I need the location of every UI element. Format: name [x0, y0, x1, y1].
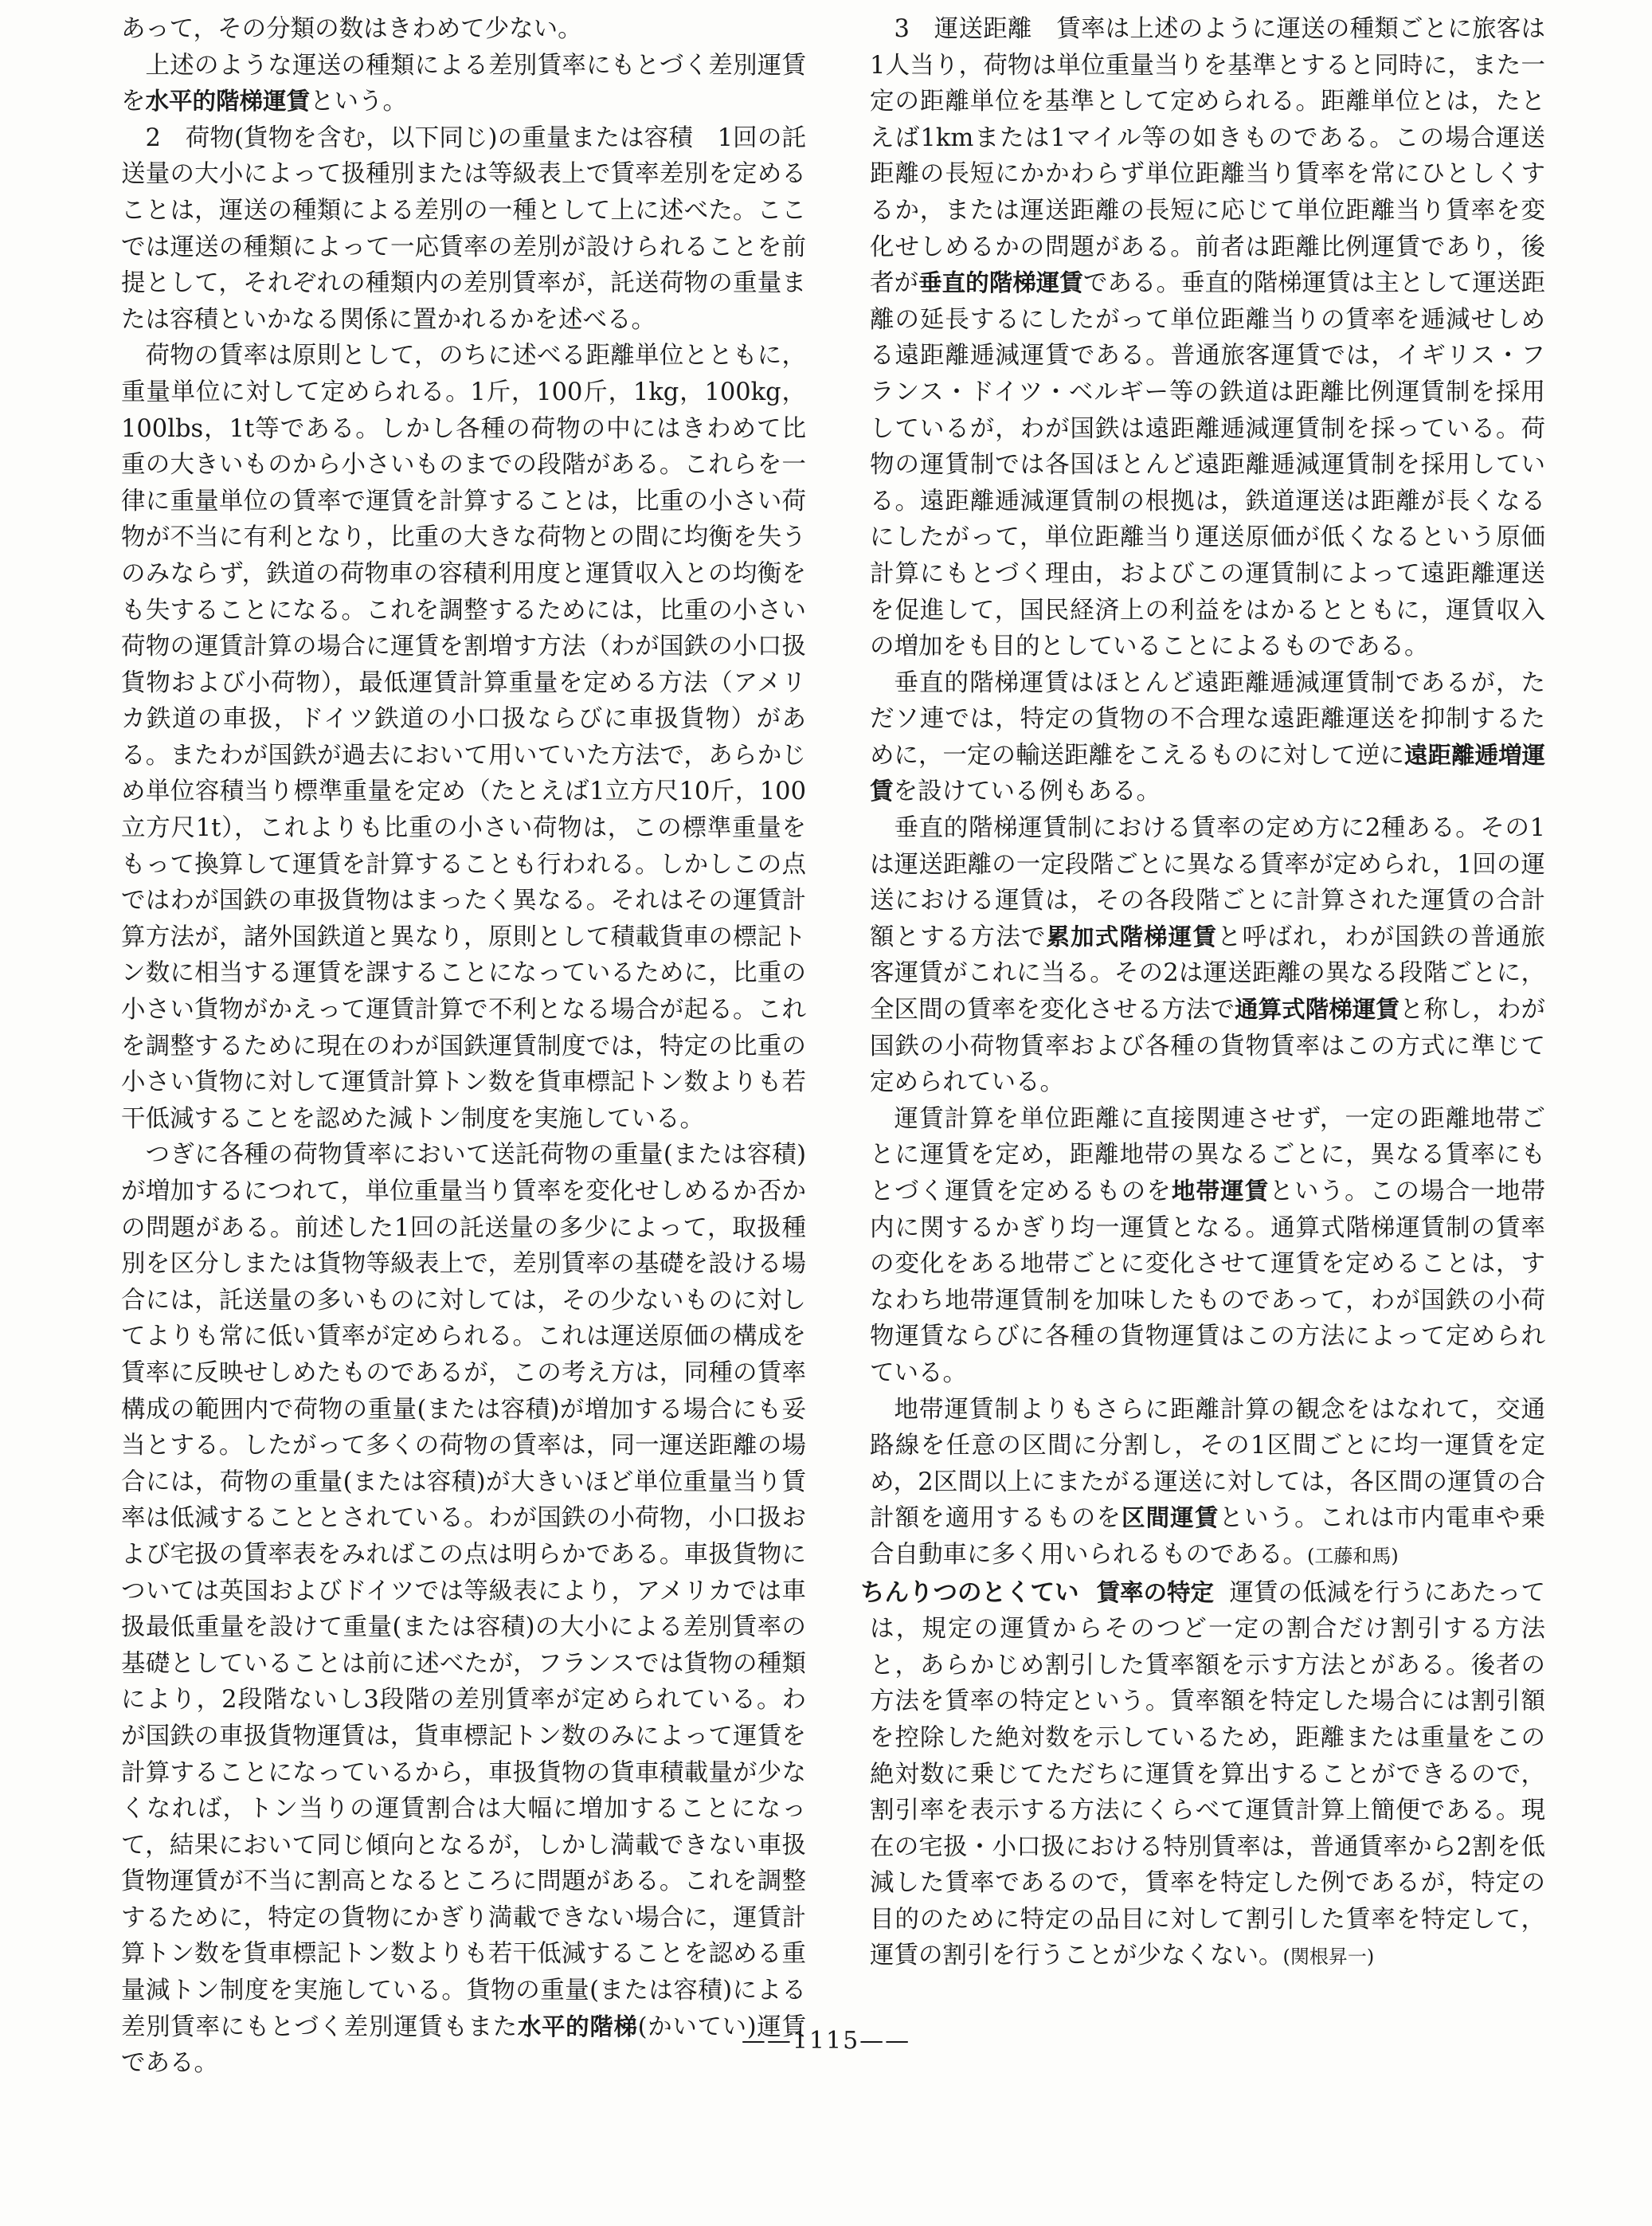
paragraph	[870, 1101, 1545, 1392]
paragraph-text: という。	[310, 88, 408, 116]
paragraph: 荷物の賃率は原則として，のちに述べる距離単位とともに，重量単位に対して定められる。1斤，100斤，1kg，100kg，100lbs，1t等である。しかし各種の荷物の中にはきわめて比重の大きいものから小さいものまでの段階がある。これらを一律に重量単位の賃率で運賃を計算することは，比重の小さい荷物が不当に有利となり，比重の大きな荷物との間に均衡を失うのみならず，鉄道の荷物車の容積利用度と運賃収入との均衡をも失することになる。これを調整するためには，比重の小さい荷物の運賃計算の場合に運賃を割増す方法（わが国鉄の小口扱貨物および小荷物），最低運賃計算重量を定める方法（アメリカ鉄道の車扱，ドイツ鉄道の小口扱ならびに車扱貨物）がある。またわが国鉄が過去において用いていた方法で，あらかじめ単位容積当り標準重量を定め（たとえば1立方尺10斤，100立方尺1t），これよりも比重の小さい荷物は，この標準重量をもって換算して運賃を計算することも行われる。しかしこの点ではわが国鉄の車扱貨物はまったく異なる。それはその運賃計算方法が，諸外国鉄道と異なり，原則として積載貨車の標記トン数に相当する運賃を課することになっているために，比重の小さい貨物がかえって運賃計算で不利となる場合が起る。これを調整するために現在のわが国鉄運賃制度では，特定の比重の小さい貨物に対して運賃計算トン数を貨車標記トン数よりも若干低減することを認めた減トン制度を実施している。	[121, 342, 806, 1133]
dictionary-entry	[860, 1575, 1546, 1977]
author-credit: (工藤和馬)	[1307, 1544, 1399, 1567]
paragraph	[121, 48, 806, 120]
entry-title: 賃率の特定	[1096, 1578, 1215, 1606]
page-number: ——1115——	[741, 2027, 911, 2055]
paragraph: 2 荷物(貨物を含む，以下同じ)の重量または容積 1回の託送量の大小によって扱種別または等級表上で賃率差別を定めることは，運送の種類による差別の一種として上に述べた。ここでは運送の種類によって一応賃率の差別が設けられることを前提として，それぞれの種類内の差別賃率が，託送荷物の重量または容積といかなる関係に置かれるかを述べる。	[121, 123, 806, 334]
entry-headword: ちんりつのとくてい	[860, 1578, 1079, 1607]
term-horizontal-tariff: 水平的階梯運賃	[145, 88, 311, 116]
paragraph: あって，その分類の数はきわめて少ない。	[121, 15, 582, 43]
term-zone-tariff: 地帯運賃	[1171, 1178, 1270, 1205]
right-column	[860, 11, 1546, 1976]
term-section-tariff: 区間運賃	[1121, 1504, 1219, 1532]
term-long-distance-increase: 遠距離逓増運賃	[870, 741, 1546, 805]
paragraph-text: という。これは市内電車や乗合自動車に多く用いられるものである。	[870, 1504, 1546, 1569]
paragraph	[121, 1137, 806, 2081]
paragraph	[870, 810, 1545, 1101]
paragraph-text: と呼ばれ，わが国鉄の普通旅客運賃がこれに当る。その2は運送距離の異なる段階ごとに，全区間の賃率を変化させる方法で	[870, 923, 1545, 1025]
term-horizontal-step: 水平的階梯	[517, 2012, 638, 2040]
paragraph-text: という。この場合一地帯内に関するかぎり均一運賃となる。通算式階梯運賃制の賃率の変化をある地帯ごとに変化させて運賃を定めることは，すなわち地帯運賃制を加味したものであって，わが国鉄の小荷物運賃ならびに各種の貨物運賃はこの方法によって定められている。	[870, 1178, 1546, 1387]
paragraph	[870, 11, 1545, 665]
term-through-tariff: 通算式階梯運賃	[1235, 996, 1400, 1024]
term-cumulative-tariff: 累加式階梯運賃	[1046, 923, 1217, 950]
paragraph-text: 地帯運賃制よりもさらに距離計算の観念をはなれて，交通路線を任意の区間に分割し，その1区間ごとに均一運賃を定め，2区間以上にまたがる運送に対しては，各区間の運賃の合計額を適用するものを	[870, 1395, 1545, 1533]
paragraph	[870, 665, 1545, 810]
paragraph-text: と称し，わが国鉄の小荷物賃率および各種の貨物賃率はこの方式に準じて定められている。	[870, 996, 1545, 1097]
paragraph-text: 3 運送距離 賃率は上述のように運送の種類ごとに旅客は1人当り，荷物は単位重量当りを基準とすると同時に，また一定の距離単位を基準として定められる。距離単位とは，たとえば1kmまたは1マイル等の如きものである。この場合運送距離の長短にかかわらず単位距離当り賃率を常にひとしくするか，または運送距離の長短に応じて単位距離当り賃率を変化せしめるかの問題がある。前者は距離比例運賃であり，後者が	[870, 15, 1545, 298]
paragraph-text: 運賃計算を単位距離に直接関連させず，一定の距離地帯ごとに運賃を定め，距離地帯の異なるごとに，異なる賃率にもとづく運賃を定めるものを	[870, 1104, 1545, 1205]
paragraph-text: を設けている例もある。	[893, 778, 1161, 806]
paragraph-text: 上述のような運送の種類による差別賃率にもとづく差別運賃を	[121, 51, 806, 116]
left-column	[121, 11, 806, 2082]
paragraph-text: 垂直的階梯運賃はほとんど遠距離逓減運賃制であるが，ただソ連では，特定の貨物の不合理な遠距離運送を抑制するために，一定の輸送距離をこえるものに対して逆に	[870, 668, 1545, 770]
paragraph-text: 垂直的階梯運賃制における賃率の定め方に2種ある。その1は運送距離の一定段階ごとに異なる賃率が定められ，1回の運送における運賃は，その各段階ごとに計算された運賃の合計額とする方法で	[870, 814, 1545, 951]
paragraph-text: つぎに各種の荷物賃率において送託荷物の重量(または容積)が増加するにつれて，単位重量当り賃率を変化せしめるか否かの問題がある。前述した1回の託送量の多少によって，取扱種別を区分しまたは貨物等級表上で，差別賃率の基礎を設ける場合には，託送量の多いものに対しては，その少ないものに対してよりも常に低い賃率が定められる。これは運送原価の構成を賃率に反映せしめたものであるが，この考え方は，同種の賃率構成の範囲内で荷物の重量(または容積)が増加する場合にも妥当とする。したがって多くの荷物の賃率は，同一運送距離の場合には，荷物の重量(または容積)が大きいほど単位重量当り賃率は低減することとされている。わが国鉄の小荷物，小口扱および宅扱の賃率表をみればこの点は明らかである。車扱貨物については英国およびドイツでは等級表により，アメリカでは車扱最低重量を設けて重量(または容積)の大小による差別賃率の基礎としていることは前に述べたが，フランスでは貨物の種類により，2段階ないし3段階の差別賃率が定められている。わが国鉄の車扱貨物運賃は，貨車標記トン数のみによって運賃を計算することになっているから，車扱貨物の貨車積載量が少なくなれば，トン当りの運賃割合は大幅に増加することになって，結果において同じ傾向となるが，しかし満載できない車扱貨物運賃が不当に割高となるところに問題がある。これを調整するために，特定の貨物にかぎり満載できない場合に，運賃計算トン数を貨車標記トン数よりも若干低減することを認める重量減トン制度を実施している。貨物の重量(または容積)による差別賃率にもとづく差別運賃もまた	[121, 1141, 806, 2041]
term-vertical-tariff: 垂直的階梯運賃	[918, 269, 1083, 297]
paragraph-text: (かいてい)運賃である。	[121, 2012, 806, 2078]
paragraph	[870, 1392, 1545, 1575]
entry-body: 運賃の低減を行うにあたっては，規定の運賃からそのつど一定の割合だけ割引する方法と，あらかじめ割引した賃率額を示す方法とがある。後者の方法を賃率の特定という。賃率額を特定した場合には割引額を控除した絶対数を示しているため，距離または重量をこの絶対数に乗じてただちに運賃を算出することができるので，割引率を表示する方法にくらべて運賃計算上簡便である。現在の宅扱・小口扱における特別賃率は，普通賃率から2割を低減した賃率であるので，賃率を特定した例であるが，特定の目的のために特定の品目に対して割引した賃率を特定して，運賃の割引を行うことが少なくない。	[870, 1578, 1546, 1970]
paragraph-text: である。垂直的階梯運賃は主として運送距離の延長するにしたがって単位距離当りの賃率を逓減せしめる遠距離逓減運賃である。普通旅客運賃では，イギリス・フランス・ドイツ・ベルギー等の鉄道は距離比例運賃制を採用しているが，わが国鉄は遠距離逓減運賃制を採っている。荷物の運賃制では各国ほとんど遠距離逓減運賃制を採用している。遠距離逓減運賃制の根拠は，鉄道運送は距離が長くなるにしたがって，単位距離当り運送原価が低くなるという原価計算にもとづく理由，およびこの運賃制によって遠距離運送を促進して，国民経済上の利益をはかるとともに，運賃収入の増加をも目的としていることによるものである。	[870, 269, 1545, 661]
author-credit: (関根昇一)	[1282, 1946, 1375, 1969]
